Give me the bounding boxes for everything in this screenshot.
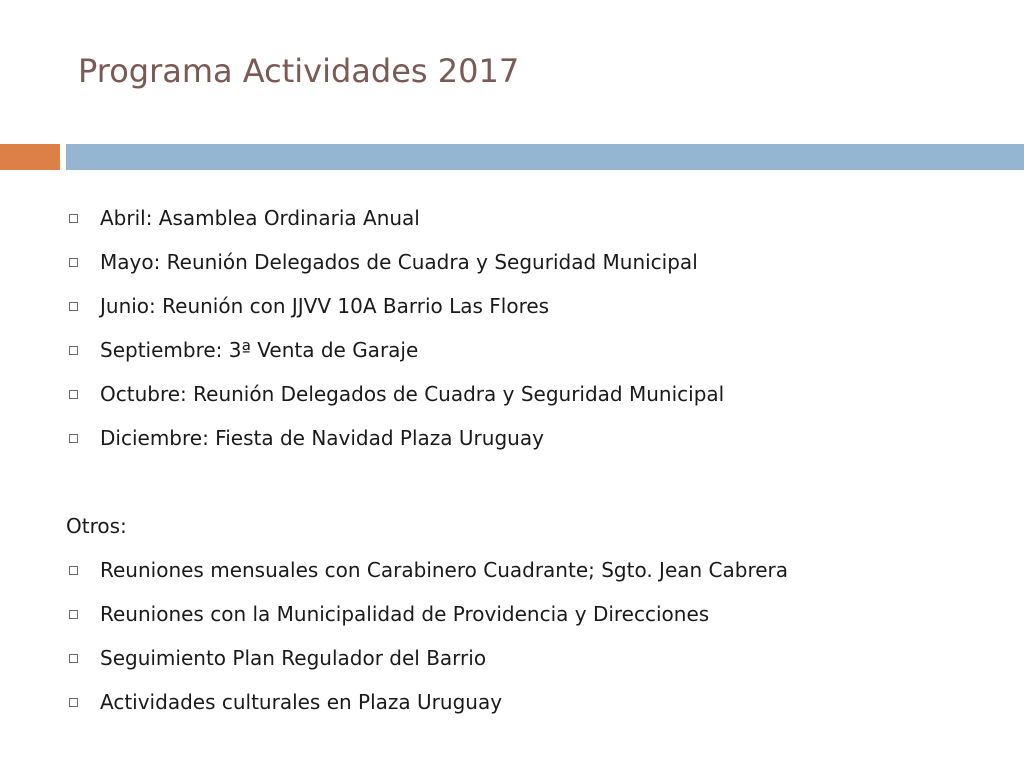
list-item xyxy=(66,196,1006,240)
square-bullet-icon xyxy=(69,302,78,311)
list-item-text: Abril: Asamblea Ordinaria Anual xyxy=(100,206,420,230)
list-item xyxy=(66,416,1006,460)
list-item xyxy=(66,372,1006,416)
list-item-text: Reuniones con la Municipalidad de Providencia y Direcciones xyxy=(100,602,710,626)
header-accent-bar xyxy=(0,144,60,170)
square-bullet-icon xyxy=(69,654,78,663)
square-bullet-icon xyxy=(69,566,78,575)
list-item xyxy=(66,680,1006,724)
list-item-text: Junio: Reunión con JJVV 10A Barrio Las Flores xyxy=(100,294,550,318)
list-item xyxy=(66,240,1006,284)
header-bar xyxy=(66,144,1024,170)
square-bullet-icon xyxy=(69,434,78,443)
list-item xyxy=(66,284,1006,328)
slide-body xyxy=(66,196,1006,724)
list-item-text: Actividades culturales en Plaza Uruguay xyxy=(100,690,503,714)
slide-title: Programa Actividades 2017 xyxy=(78,52,520,90)
square-bullet-icon xyxy=(69,258,78,267)
square-bullet-icon xyxy=(69,390,78,399)
list-item-text: Reuniones mensuales con Carabinero Cuadrante; Sgto. Jean Cabrera xyxy=(100,558,789,582)
list-item xyxy=(66,636,1006,680)
list-item xyxy=(66,548,1006,592)
square-bullet-icon xyxy=(69,610,78,619)
list-item-text: Septiembre: 3ª Venta de Garaje xyxy=(100,338,419,362)
list-item xyxy=(66,328,1006,372)
list-item-text: Mayo: Reunión Delegados de Cuadra y Seguridad Municipal xyxy=(100,250,698,274)
list-item-text: Diciembre: Fiesta de Navidad Plaza Uruguay xyxy=(100,426,544,450)
others-heading: Otros: xyxy=(66,514,127,538)
square-bullet-icon xyxy=(69,346,78,355)
spacer xyxy=(66,460,1006,504)
list-item-text: Seguimiento Plan Regulador del Barrio xyxy=(100,646,487,670)
square-bullet-icon xyxy=(69,698,78,707)
list-item xyxy=(66,592,1006,636)
list-item-text: Octubre: Reunión Delegados de Cuadra y Seguridad Municipal xyxy=(100,382,725,406)
square-bullet-icon xyxy=(69,214,78,223)
